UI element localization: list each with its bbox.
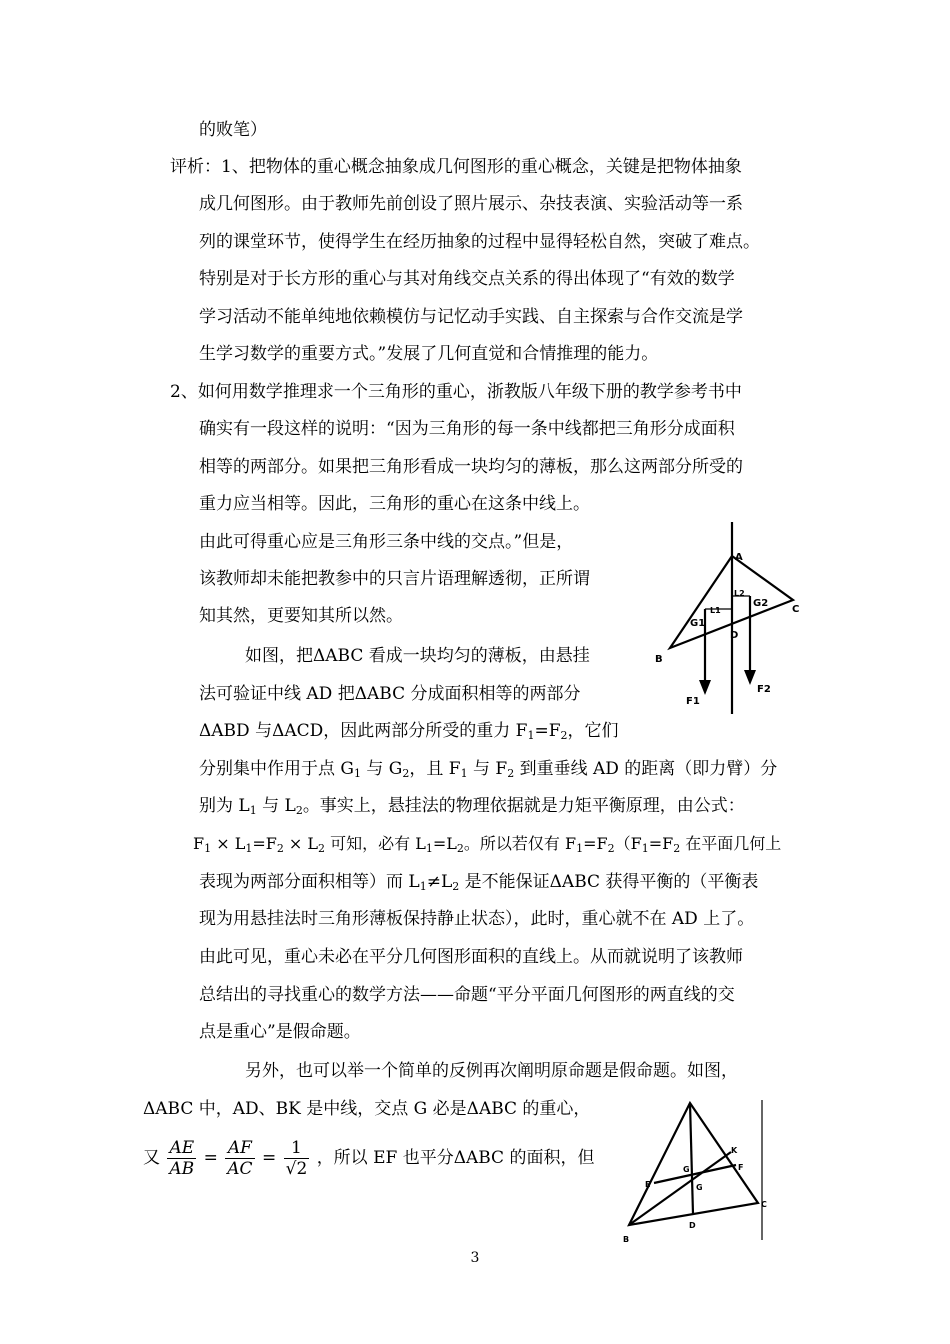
label-b: B (655, 654, 663, 665)
fraction-denominator: AB (169, 1159, 195, 1179)
subscript: 2 (507, 767, 515, 780)
sqrt-icon: √ (285, 1159, 297, 1179)
subscript: 1 (460, 767, 468, 780)
label-f: F (738, 1163, 744, 1172)
label-d: D (730, 630, 739, 641)
subscript: 2 (560, 729, 568, 742)
text-span: ，它们 (567, 721, 619, 741)
subscript: 1 (576, 842, 584, 855)
label-f2: F2 (757, 684, 771, 695)
text-span: ≠L (426, 872, 453, 892)
label-k: K (731, 1146, 738, 1155)
text-line: 该教师却未能把教参中的只言片语理解透彻，正所谓 (199, 569, 590, 589)
fraction-denominator (284, 1159, 310, 1179)
fraction-ae-ab (167, 1138, 196, 1179)
suspension-figure (650, 520, 810, 720)
text-line: 学习活动不能单纯地依赖模仿与记忆动手实践、自主探索与合作交流是学 (199, 307, 743, 327)
subscript: 2 (607, 842, 615, 855)
text-span: 。事实上，悬挂法的物理依据就是力矩平衡原理，由公式： (302, 796, 745, 816)
text-line (193, 832, 781, 856)
subscript: 2 (673, 842, 681, 855)
text-line: 列的课堂环节，使得学生在经历抽象的过程中显得轻松自然，突破了难点。 (199, 232, 760, 252)
subscript: 1 (425, 842, 433, 855)
text-span: 又 (143, 1148, 160, 1168)
text-span: F (193, 834, 205, 853)
text-span: 可知，必有 L (325, 834, 426, 853)
text-line: 由此可见，重心未必在平分几何图形面积的直线上。从而就说明了该教师 (199, 947, 743, 967)
subscript: 2 (295, 804, 303, 817)
text-line (199, 870, 758, 894)
text-span: × L (211, 834, 246, 853)
label-a: A (735, 552, 743, 563)
text-line: 特别是对于长方形的重心与其对角线交点关系的得出体现了“有效的数学 (199, 269, 735, 289)
fraction-numerator: AF (225, 1138, 254, 1159)
text-span: ，且 F (409, 759, 461, 779)
subscript: 1 (527, 729, 535, 742)
segment-ef (654, 1165, 736, 1183)
equals-sign: = (261, 1148, 277, 1168)
label-e: E (645, 1180, 651, 1189)
text-span: 到重垂线 AD 的距离（即力臂）分 (514, 759, 778, 779)
label-b: B (623, 1235, 630, 1244)
text-span: （F (614, 834, 642, 853)
text-line: 另外，也可以举一个简单的反例再次阐明原命题是假命题。如图， (245, 1061, 738, 1081)
subscript: 1 (249, 804, 257, 817)
radicand: 2 (296, 1159, 308, 1179)
text-span: 与 L (256, 796, 296, 816)
label-f1: F1 (686, 696, 700, 707)
arrowhead-icon (744, 670, 756, 685)
text-line (199, 794, 745, 818)
text-line: 评析：1、把物体的重心概念抽象成几何图形的重心概念，关键是把物体抽象 (170, 157, 742, 177)
text-span: =F (648, 834, 674, 853)
text-span: × L (283, 834, 319, 853)
arrowhead-icon (699, 680, 711, 695)
text-line: 成几何图形。由于教师先前创设了照片展示、杂技表演、实验活动等一系 (199, 194, 743, 214)
text-line (199, 719, 619, 743)
text-line: 相等的两部分。如果把三角形看成一块均匀的薄板，那么这两部分所受的 (199, 457, 743, 477)
text-span: 与 F (467, 759, 508, 779)
fraction-denominator: AC (227, 1159, 253, 1179)
text-span: 是不能保证ΔABC 获得平衡的（平衡表 (459, 872, 759, 892)
subscript: 1 (204, 842, 212, 855)
text-line: 如图，把ΔABC 看成一块均匀的薄板，由悬挂 (245, 646, 590, 666)
label-c: C (761, 1200, 767, 1209)
subscript: 1 (419, 880, 427, 893)
text-span: 在平面几何上 (680, 834, 782, 853)
subscript: 2 (402, 767, 410, 780)
text-span: 与 G (360, 759, 403, 779)
formula-line (143, 1133, 594, 1183)
text-span: =L (432, 834, 457, 853)
text-line (199, 757, 777, 781)
text-line: 法可验证中线 AD 把ΔABC 分成面积相等的两部分 (199, 684, 581, 704)
fraction-one-over-root-two (284, 1138, 310, 1179)
text-span: ΔABD 与ΔACD，因此两部分所受的重力 F (199, 721, 528, 741)
subscript: 2 (276, 842, 284, 855)
equals-sign: = (203, 1148, 218, 1168)
text-line: 知其然，更要知其所以然。 (199, 606, 403, 626)
text-line: 点是重心”是假命题。 (199, 1022, 361, 1042)
counterexample-figure (615, 1095, 790, 1245)
text-line: 总结出的寻找重心的数学方法——命题“平分平面几何图形的两直线的交 (199, 985, 735, 1005)
text-span: 表现为两部分面积相等）而 L (199, 872, 420, 892)
text-span: =F (252, 834, 277, 853)
subscript: 1 (245, 842, 253, 855)
label-g2: G2 (753, 598, 769, 609)
text-line: 2、如何用数学推理求一个三角形的重心，浙教版八年级下册的教学参考书中 (170, 382, 742, 402)
label-g-lower: G (696, 1183, 703, 1192)
label-c: C (792, 604, 800, 615)
label-l2: L2 (734, 589, 745, 598)
text-line: ΔABC 中，AD、BK 是中线，交点 G 必是ΔABC 的重心， (143, 1099, 591, 1119)
label-l1: L1 (710, 606, 721, 615)
text-span: ，所以 EF 也平分ΔABC 的面积，但 (316, 1148, 595, 1168)
subscript: 2 (456, 842, 464, 855)
subscript: 2 (318, 842, 326, 855)
fraction-af-ac (225, 1138, 254, 1179)
text-span: 。所以若仅有 F (463, 834, 577, 853)
label-g1: G1 (690, 618, 706, 629)
text-line: 确实有一段这样的说明：“因为三角形的每一条中线都把三角形分成面积 (199, 419, 735, 439)
fraction-numerator: 1 (284, 1138, 310, 1159)
text-line: 生学习数学的重要方式。”发展了几何直觉和合情推理的能力。 (199, 344, 659, 364)
median-ad (690, 1103, 693, 1214)
text-line: 重力应当相等。因此，三角形的重心在这条中线上。 (199, 494, 590, 514)
label-d: D (689, 1221, 696, 1230)
subscript: 1 (353, 767, 361, 780)
text-span: =F (534, 721, 561, 741)
text-line: 由此可得重心应是三角形三条中线的交点。”但是， (199, 532, 574, 552)
label-g-upper: G (683, 1165, 690, 1174)
text-span: 别为 L (199, 796, 250, 816)
text-span: =F (583, 834, 608, 853)
text-line: 的败笔） (199, 120, 267, 140)
text-span: 分别集中作用于点 G (199, 759, 354, 779)
page-number: 3 (470, 1250, 480, 1266)
subscript: 1 (641, 842, 649, 855)
subscript: 2 (452, 880, 460, 893)
text-line: 现为用悬挂法时三角形薄板保持静止状态），此时，重心就不在 AD 上了。 (199, 909, 755, 929)
fraction-numerator: AE (167, 1138, 196, 1159)
